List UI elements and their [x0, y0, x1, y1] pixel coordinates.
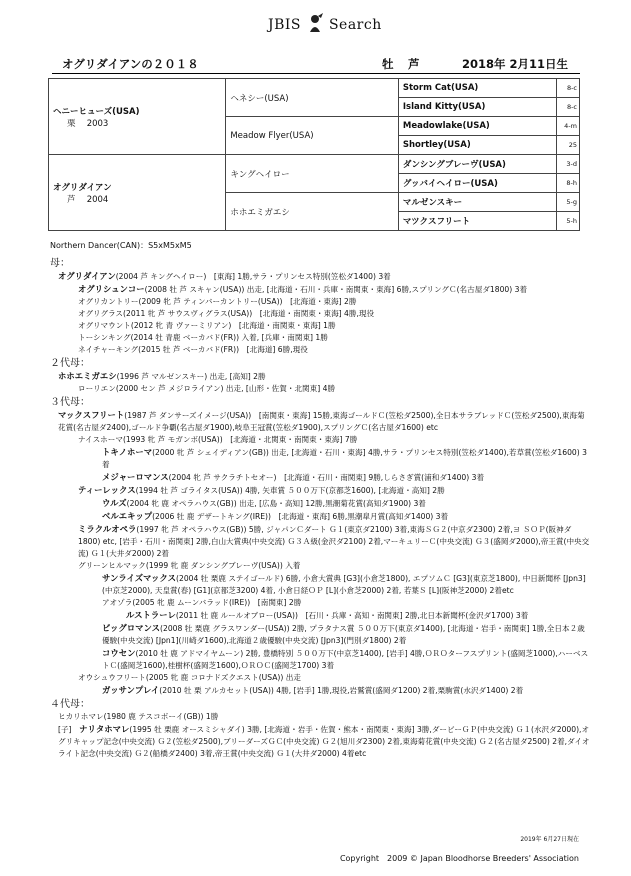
- entry-detail: (2006 牡 鹿 デザートキング(IRE)) [北海道・東海] 6勝,黒潮皐月賞(高知ダ1400) 3着: [152, 512, 449, 521]
- entry-name[interactable]: オグリグラス: [78, 309, 124, 318]
- horse-color: 芦: [408, 57, 420, 71]
- family-entry: [50, 672, 590, 684]
- jbis-logo: [268, 13, 382, 33]
- entry-detail: (2010 牡 栗 アルカセット(USA)) 4勝, [岩手] 1勝,現役,岩鷲賞(盛岡ダ1200) 2着,栗駒賞(水沢ダ1400) 2着: [159, 686, 524, 695]
- dam-cell: [49, 155, 226, 231]
- family-entry: [50, 332, 590, 344]
- section-third-dam: ３代母：: [50, 397, 90, 408]
- entry-name[interactable]: トーシンキング: [78, 333, 131, 342]
- g3-name[interactable]: ダンシングブレーヴ(USA): [398, 155, 556, 174]
- family-number: 5-g: [557, 193, 580, 212]
- family-number: 8-h: [557, 174, 580, 193]
- title-row: [52, 55, 580, 74]
- entry-detail: (2009 牝 芦 ティンバーカントリー(USA)) [北海道・東海] 2勝: [138, 297, 357, 306]
- family-entry: [50, 684, 590, 697]
- family-entry: [50, 320, 590, 332]
- family-entry: [50, 723, 590, 760]
- family-entry: [50, 471, 590, 484]
- family-entry: [50, 296, 590, 308]
- horse-mascot-icon: [306, 13, 324, 33]
- section-fourth-dam: ４代母：: [50, 699, 90, 710]
- entry-detail: (2005 牝 鹿 ムーンバラッド(IRE)) [南関東] 2勝: [132, 598, 302, 607]
- entry-name[interactable]: ルストラーレ: [126, 610, 176, 620]
- sire-cell: [49, 79, 226, 155]
- entry-detail: (1999 牝 鹿 ダンシングブレーヴ(USA)) 入着: [145, 561, 301, 570]
- entry-detail: (2004 芦 キングヘイロー) [東海] 1勝,サラ・プリンセス特別(笠松ダ1400) 3着: [115, 272, 391, 281]
- entry-detail: (1995 牡 栗鹿 オースミシャダイ) 3勝, [北海道・岩手・佐賀・熊本・南関東・東海] 3勝,ダービーＧＰ(中央交流) Ｇ１(水沢ダ2000),オグリキャップ記念(中央交流) Ｇ２(笠松ダ2500),ブリーダーズＧＣ(中央交流) Ｇ２(旭川ダ2300) 2着,東海菊花賞(中央交流) Ｇ２(名古屋ダ2500) 2着,ダイオライト記念(中央交流) Ｇ２(船橋ダ2400) 3着,帝王賞(中央交流) Ｇ１(大井ダ2000) 4着etc: [58, 725, 590, 758]
- entry-name[interactable]: メジャーロマンス: [102, 472, 169, 482]
- g3-name[interactable]: Island Kitty(USA): [398, 98, 556, 117]
- entry-name[interactable]: ヒカリホマレ: [58, 712, 104, 721]
- family-entry: [50, 283, 590, 296]
- entry-name[interactable]: アオゾラ: [102, 598, 133, 607]
- family-entry: [50, 446, 590, 471]
- family-entry: [50, 270, 590, 283]
- family-entry: [50, 409, 590, 434]
- entry-name[interactable]: ミラクルオペラ: [78, 524, 137, 534]
- logo-right-text: Search: [328, 17, 382, 33]
- family-entry: [50, 711, 590, 723]
- entry-name[interactable]: ホホエミガエシ: [58, 371, 117, 381]
- entry-name[interactable]: マックスフリート: [58, 410, 125, 420]
- family-entry: [50, 344, 590, 356]
- entry-name[interactable]: オグリカントリー: [78, 297, 139, 306]
- entry-detail: (2000 牝 芦 シェイディアン(GB)) 出走, [北海道・石川・東海] 4勝,サラ・プリンセス特別(笠松ダ1400),若草賞(笠松ダ1600) 3着: [102, 448, 587, 469]
- entry-name[interactable]: ナイスホーマ: [78, 435, 123, 444]
- entry-detail: (2000 セン 芦 メジロライアン) 出走, [山形・佐賀・北関東] 4勝: [115, 384, 336, 393]
- g3-name[interactable]: Shortley(USA): [398, 136, 556, 155]
- entry-detail: (2004 牝 鹿 オペラハウス(GB)) 出走, [広島・高知] 12勝,黒潮菊花賞(高知ダ1900) 3着: [126, 499, 426, 508]
- family-number: 4-m: [557, 117, 580, 136]
- family-entry: [50, 434, 590, 446]
- family-entry: [50, 560, 590, 572]
- entry-detail: (1993 牝 芦 モガンボ(USA)) [北海道・北関東・南関東・東海] 7勝: [122, 435, 358, 444]
- entry-detail: (2011 牡 鹿 ルールオブロー(USA)) [石川・兵庫・高知・南関東] 2勝,北日本新聞杯(金沢ダ1700) 3着: [175, 611, 529, 620]
- entry-detail: (2015 牡 芦 ベーカバド(FR)) [北海道] 6勝,現役: [138, 345, 308, 354]
- entry-detail: (2008 牡 芦 スキャン(USA)) 出走, [北海道・石川・兵庫・南関東・東海] 6勝,スプリングＣ(名古屋ダ1800) 3着: [144, 285, 528, 294]
- g3-name[interactable]: マルゼンスキー: [398, 193, 556, 212]
- entry-name[interactable]: ビッグロマンス: [102, 623, 161, 633]
- dam-name[interactable]: オグリダイアン: [53, 182, 112, 193]
- family-entry: [50, 370, 590, 383]
- section-dam: 母：: [50, 258, 70, 269]
- g3-name[interactable]: グッバイヘイロー(USA): [398, 174, 556, 193]
- entry-name[interactable]: ナリタホマレ: [79, 724, 130, 734]
- copyright: Copyright 2009 © Japan Bloodhorse Breeders' Association: [339, 854, 579, 863]
- entry-detail: (2012 牝 青 ヴァーミリアン) [北海道・南関東・東海] 1勝: [130, 321, 336, 330]
- family-section: [50, 256, 590, 760]
- entry-name[interactable]: オグリシュンコー: [78, 284, 145, 294]
- sire-info: 栗 2003: [67, 118, 109, 129]
- family-entry: [50, 484, 590, 497]
- inbreeding-note: Northern Dancer(CAN)：S5xM5xM5: [50, 241, 192, 250]
- entry-name[interactable]: サンライズマックス: [102, 573, 177, 583]
- logo-left-text: JBIS: [268, 17, 302, 33]
- entry-detail: (2005 牝 鹿 コロナドズクエスト(USA)) 出走: [145, 673, 301, 682]
- as-of-date: 2019年 6月27日現在: [520, 836, 579, 843]
- entry-detail: (2011 牝 芦 サウスヴィグラス(USA)) [北海道・南関東・東海] 4勝,現役: [123, 309, 375, 318]
- horse-birth-date: 2018年 2月11日生: [461, 57, 568, 71]
- g3-name[interactable]: Storm Cat(USA): [398, 79, 556, 98]
- entry-name[interactable]: ローリエン: [78, 384, 116, 393]
- family-entry: [50, 572, 590, 597]
- entry-name[interactable]: ガッサンプレイ: [102, 685, 160, 695]
- family-entry: [50, 647, 590, 672]
- sire-name[interactable]: ヘニーヒューズ(USA): [53, 106, 140, 117]
- family-number: 3-d: [557, 155, 580, 174]
- horse-title: オグリダイアンの２０１８: [62, 57, 199, 71]
- g3-name[interactable]: マツクスフリート: [398, 212, 556, 231]
- entry-name[interactable]: ネイチャーキング: [78, 345, 139, 354]
- dam-dam[interactable]: ホホエミガエシ: [226, 193, 399, 231]
- entry-detail: (1996 芦 マルゼンスキー) 出走, [高知] 2勝: [116, 372, 266, 381]
- family-number: 8-c: [557, 98, 580, 117]
- family-entry: [50, 510, 590, 523]
- family-entry: [50, 609, 590, 622]
- entry-name[interactable]: コウセン: [102, 648, 136, 658]
- family-number: 25: [557, 136, 580, 155]
- family-entry: [50, 597, 590, 609]
- family-entry: [50, 308, 590, 320]
- sire-sire[interactable]: ヘネシー(USA): [226, 79, 399, 117]
- family-entry: [50, 622, 590, 647]
- entry-name[interactable]: ベルエキップ: [102, 511, 153, 521]
- family-number: 5-h: [557, 212, 580, 231]
- horse-sex: 牡: [382, 57, 394, 71]
- entry-name[interactable]: オグリダイアン: [58, 271, 116, 281]
- g3-name[interactable]: Meadowlake(USA): [398, 117, 556, 136]
- entry-name[interactable]: ウルズ: [102, 498, 127, 508]
- dam-info: 芦 2004: [67, 194, 109, 205]
- entry-detail: (1997 牝 芦 オペラハウス(GB)) 5勝, ジャパンＣダート Ｇ１(東京ダ2100) 3着,東海ＳＧ２(中京ダ2300) 2着,ヨ ＳＯＰ(阪神ダ1800) etc, [岩手・石川・南関東] 2勝,白山大賞典(中央交流) Ｇ３Ａ級(金沢ダ2100) 2着,マーキュリーＣ(中央交流) Ｇ３(盛岡ダ2000),帝王賞(中央交流) Ｇ１(大井ダ2000) 2着: [78, 525, 590, 558]
- entry-detail: (2004 牝 芦 サクラチトセオー) [北海道・石川・南関東] 9勝,しらさぎ賞(浦和ダ1400) 3着: [168, 473, 485, 482]
- pedigree-table: [48, 78, 580, 231]
- entry-detail: (2014 牡 青鹿 ベーカバド(FR)) 入着, [兵庫・南関東] 1勝: [130, 333, 328, 342]
- child-mark: [子]: [58, 725, 72, 734]
- entry-name[interactable]: ティーレックス: [78, 485, 136, 495]
- family-entry: [50, 523, 590, 560]
- entry-detail: (2008 牡 栗鹿 グラスワンダー(USA)) 2勝, プラタナス賞 ５００万下(東京ダ1400), [北海道・岩手・南関東] 1勝,全日本２歳優駿(中央交流) [Jpn1](川崎ダ1600),北海道２歳優駿(中央交流) [Jpn3](門別ダ1800) 2着: [102, 624, 585, 645]
- section-granddam: ２代母：: [50, 358, 90, 369]
- entry-name[interactable]: グリーンヒルマック: [78, 561, 146, 570]
- entry-detail: (1980 鹿 テスコボーイ(GB)) 1勝: [103, 712, 219, 721]
- entry-name[interactable]: オウシュウフリート: [78, 673, 146, 682]
- sire-dam[interactable]: Meadow Flyer(USA): [226, 117, 399, 155]
- dam-sire[interactable]: キングヘイロー: [226, 155, 399, 193]
- family-entry: [50, 497, 590, 510]
- family-number: 8-c: [557, 79, 580, 98]
- family-entry: [50, 383, 590, 395]
- entry-name[interactable]: トキノホーマ: [102, 447, 153, 457]
- entry-detail: (1987 芦 ダンサーズイメージ(USA)) [南関東・東海] 15勝,東海ゴールドＣ(笠松ダ2500),全日本サラブレッドＣ(笠松ダ2500),東海菊花賞(名古屋ダ2400),ゴールド争覇(名古屋ダ1900),岐阜王冠賞(笠松ダ1900),スプリングＣ(名古屋ダ1600) etc: [58, 411, 585, 432]
- entry-name[interactable]: オグリマウント: [78, 321, 131, 330]
- entry-detail: (1994 牡 芦 ゴライタス(USA)) 4勝, 矢車賞 ５００万下(京都芝1600), [北海道・高知] 2勝: [135, 486, 445, 495]
- entry-detail: (2004 牡 栗鹿 ステイゴールド) 6勝, 小倉大賞典 [G3](小倉芝1800), エプソムＣ [G3](東京芝1800), 中日新聞杯 [Jpn3](中京芝2000), 天皇賞(春) [G1](京都芝3200) 4着, 小倉日経ＯＰ [L](小倉芝2000) 2着, 若葉Ｓ [L](阪神芝2000) 2着etc: [102, 574, 586, 595]
- entry-detail: (2010 牡 鹿 アドマイヤムーン) 2勝, 豊橋特別 ５００万下(中京芝1400), [岩手] 4勝,ＯＲＯターフスプリント(盛岡芝1000),ハーベストＣ(盛岡芝1600),桂樹杯(盛岡芝1600),ＯＲＯＣ(盛岡芝1700) 3着: [102, 649, 589, 670]
